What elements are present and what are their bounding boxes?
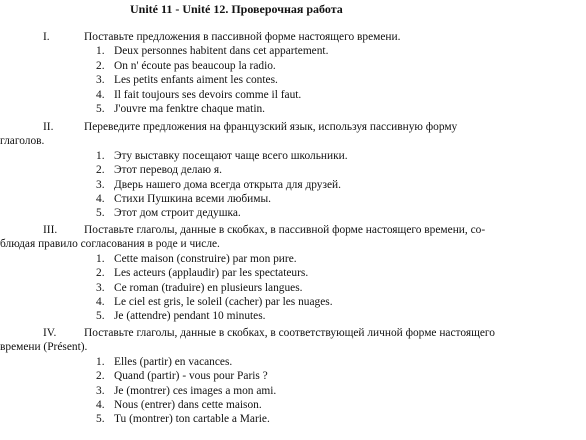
list-item bbox=[0, 281, 586, 295]
item-number: 2. bbox=[96, 267, 105, 280]
exercise-list bbox=[0, 355, 586, 427]
item-text: Les acteurs (applaudir) par les spectateurs. bbox=[114, 267, 309, 280]
section-instruction-continued: блюдая правило согласования в роде и числе. bbox=[0, 238, 220, 251]
exercise-list bbox=[0, 252, 586, 324]
item-text: Этот перевод делаю я. bbox=[114, 164, 222, 177]
item-text: Дверь нашего дома всегда открыта для друзей. bbox=[114, 178, 341, 191]
item-number: 1. bbox=[96, 355, 105, 368]
list-item bbox=[0, 192, 586, 206]
section-heading-continued bbox=[0, 340, 586, 354]
item-text: Les petits enfants aiment les contes. bbox=[114, 74, 278, 87]
section-instruction: Поставьте глаголы, данные в скобках, в соответствующей личной форме настоящего bbox=[84, 327, 495, 339]
item-text: Je (attendre) pendant 10 minutes. bbox=[114, 310, 266, 323]
section-heading bbox=[0, 30, 586, 44]
item-number: 1. bbox=[96, 149, 105, 162]
item-number: 5. bbox=[96, 102, 105, 115]
section-instruction: Поставьте предложения в пассивной форме настоящего времени. bbox=[84, 31, 401, 43]
item-number: 1. bbox=[96, 252, 105, 265]
section-heading-continued bbox=[0, 237, 586, 251]
item-text: Je (montrer) ces images a mon ami. bbox=[114, 384, 277, 397]
list-item bbox=[0, 295, 586, 309]
item-text: On n' écoute pas beaucoup la radio. bbox=[114, 59, 276, 72]
section-instruction: Поставьте глаголы, данные в скобках, в пассивной форме настоящего времени, со- bbox=[84, 224, 486, 236]
list-item bbox=[0, 252, 586, 266]
list-item bbox=[0, 206, 586, 220]
item-number: 3. bbox=[96, 74, 105, 87]
item-text: Nous (entrer) dans cette maison. bbox=[114, 398, 262, 411]
item-number: 2. bbox=[96, 370, 105, 383]
section-heading bbox=[0, 120, 586, 134]
section-number: II. bbox=[43, 121, 54, 133]
item-text: Cette maison (construire) par mon pиre. bbox=[114, 252, 297, 265]
list-item bbox=[0, 178, 586, 192]
item-text: Quand (partir) - vous pour Paris ? bbox=[114, 370, 268, 383]
item-number: 5. bbox=[96, 207, 105, 220]
item-number: 5. bbox=[96, 310, 105, 323]
item-text: Il fait toujours ses devoirs comme il faut. bbox=[114, 88, 302, 101]
list-item bbox=[0, 59, 586, 73]
item-text: Ce roman (traduire) en plusieurs langues. bbox=[114, 281, 303, 294]
section-instruction-continued: времени (Présent). bbox=[0, 341, 88, 354]
section-heading bbox=[0, 326, 586, 340]
list-item bbox=[0, 149, 586, 163]
item-text: Le ciel est gris, le soleil (cacher) par les nuages. bbox=[114, 295, 333, 308]
item-number: 1. bbox=[96, 45, 105, 58]
list-item bbox=[0, 369, 586, 383]
list-item bbox=[0, 355, 586, 369]
item-number: 4. bbox=[96, 398, 105, 411]
list-item bbox=[0, 163, 586, 177]
item-text: J'ouvre ma fenktre chaque matin. bbox=[114, 102, 266, 115]
item-number: 2. bbox=[96, 59, 105, 72]
item-text: Этот дом строит дедушка. bbox=[114, 207, 241, 220]
section-number: I. bbox=[43, 31, 50, 43]
section-number: IV. bbox=[43, 327, 57, 339]
item-number: 2. bbox=[96, 164, 105, 177]
item-text: Эту выставку посещают чаще всего школьники. bbox=[114, 149, 348, 162]
section-number: III. bbox=[43, 224, 58, 236]
section-3 bbox=[0, 223, 586, 324]
item-number: 5. bbox=[96, 413, 105, 426]
item-number: 3. bbox=[96, 384, 105, 397]
item-number: 4. bbox=[96, 192, 105, 205]
section-heading-continued bbox=[0, 134, 586, 148]
list-item bbox=[0, 309, 586, 323]
section-1 bbox=[0, 30, 586, 116]
item-text: Tu (montrer) ton cartable a Marie. bbox=[114, 413, 270, 426]
list-item bbox=[0, 44, 586, 58]
section-instruction: Переведите предложения на французский язык, используя пассивную форму bbox=[84, 121, 458, 133]
section-heading bbox=[0, 223, 586, 237]
list-item bbox=[0, 73, 586, 87]
item-number: 3. bbox=[96, 178, 105, 191]
list-item bbox=[0, 398, 586, 412]
list-item bbox=[0, 102, 586, 116]
list-item bbox=[0, 266, 586, 280]
item-text: Стихи Пушкина всеми любимы. bbox=[114, 192, 271, 205]
section-2 bbox=[0, 120, 586, 221]
item-number: 4. bbox=[96, 295, 105, 308]
page-title: Unité 11 - Unité 12. Проверочная работа bbox=[130, 2, 343, 16]
list-item bbox=[0, 88, 586, 102]
item-number: 3. bbox=[96, 281, 105, 294]
list-item bbox=[0, 384, 586, 398]
item-text: Deux personnes habitent dans cet appartement. bbox=[114, 45, 329, 58]
item-text: Elles (partir) en vacances. bbox=[114, 355, 233, 368]
section-4 bbox=[0, 326, 586, 427]
section-instruction-continued: глаголов. bbox=[0, 135, 45, 148]
exercise-list bbox=[0, 149, 586, 221]
exercise-list bbox=[0, 44, 586, 116]
item-number: 4. bbox=[96, 88, 105, 101]
list-item bbox=[0, 412, 586, 426]
